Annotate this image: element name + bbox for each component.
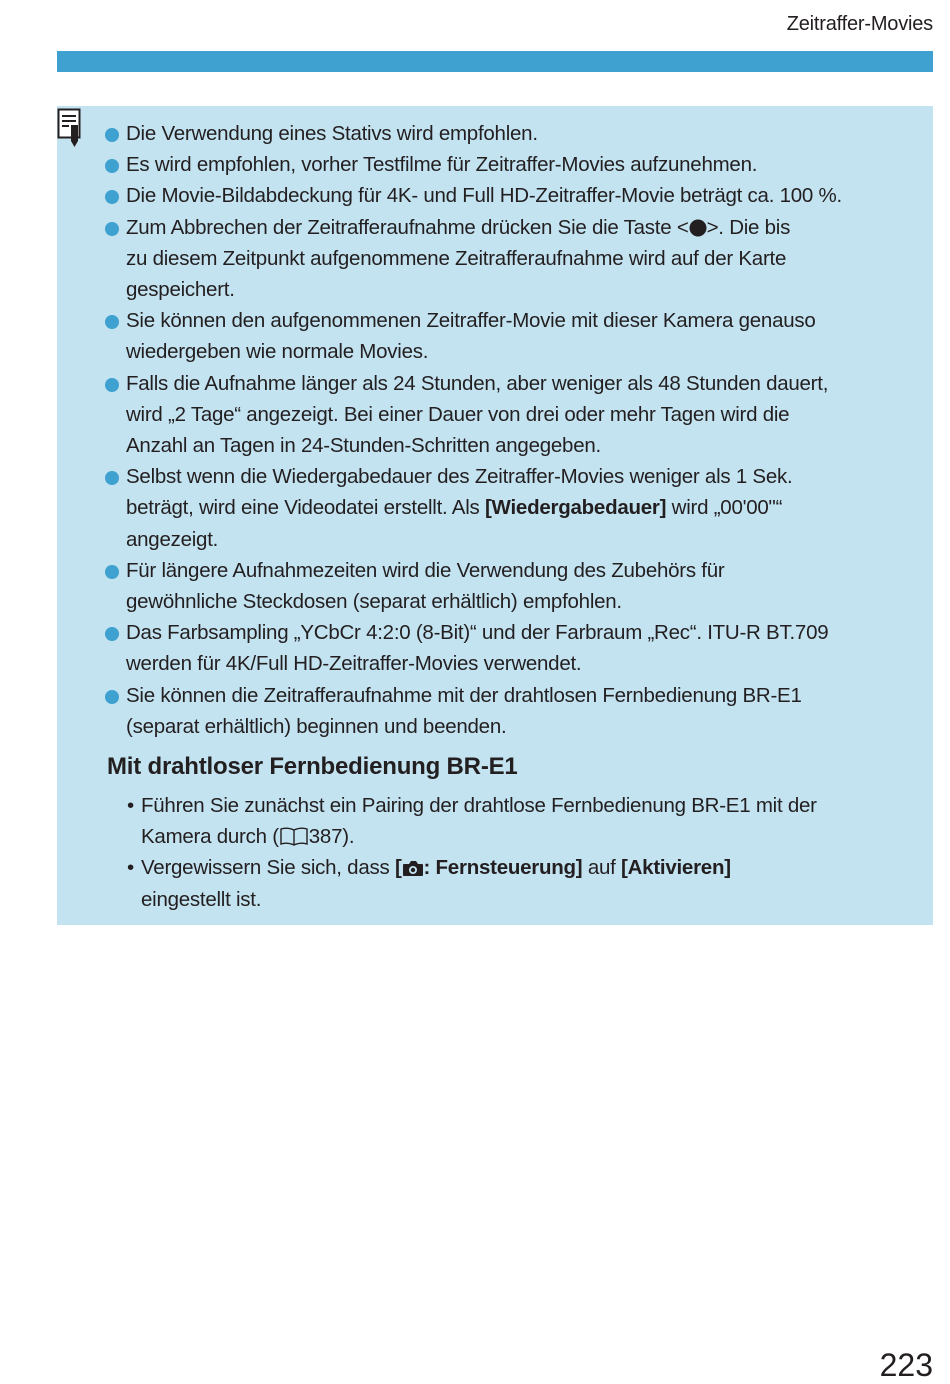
bullet-dot <box>105 627 119 641</box>
header-accent-bar <box>57 51 933 72</box>
remote-section-list <box>127 790 817 915</box>
note-line-part: wird „00'00"“ <box>666 496 783 520</box>
remote-line-part: auf <box>582 856 622 880</box>
bullet-dot <box>105 222 119 236</box>
note-item <box>105 305 925 367</box>
note-line: gewöhnliche Steckdosen (separat erhältlich) empfohlen. <box>126 590 622 614</box>
note-line: Sie können den aufgenommenen Zeitraffer-Movie mit dieser Kamera genauso <box>126 309 816 333</box>
note-line: gespeichert. <box>126 278 235 302</box>
bullet-dot <box>105 565 119 579</box>
remote-line-part: Kamera durch ( <box>141 825 279 849</box>
note-line: wird „2 Tage“ angezeigt. Bei einer Dauer von drei oder mehr Tagen wird die <box>126 402 790 426</box>
note-line: zu diesem Zeitpunkt aufgenommene Zeitrafferaufnahme wird auf der Karte <box>126 246 787 270</box>
note-item <box>105 368 925 462</box>
note-item <box>105 212 925 306</box>
note-line: wiedergeben wie normale Movies. <box>126 340 429 364</box>
book-page-ref-icon <box>279 826 309 846</box>
note-line: (separat erhältlich) beginnen und beenden. <box>126 714 507 738</box>
note-item <box>105 118 925 149</box>
remote-line-part: Vergewissern Sie sich, dass <box>141 856 395 880</box>
note-line-part: beträgt, wird eine Videodatei erstellt. Als <box>126 496 485 520</box>
bullet-dot <box>105 128 119 142</box>
note-item <box>105 180 925 211</box>
menu-value-enable: [Aktivieren] <box>621 856 731 880</box>
note-line: Die Movie-Bildabdeckung für 4K- und Full HD-Zeitraffer-Movie beträgt ca. 100 %. <box>126 184 842 208</box>
remote-line-part: ). <box>342 825 355 849</box>
note-line-part: Zum Abbrechen der Zeitrafferaufnahme drücken Sie die Taste < <box>126 215 689 239</box>
note-line: Für längere Aufnahmezeiten wird die Verwendung des Zubehörs für <box>126 558 725 582</box>
note-line: Falls die Aufnahme länger als 24 Stunden, aber weniger als 48 Stunden dauert, <box>126 371 829 395</box>
note-line: Anzahl an Tagen in 24-Stunden-Schritten angegeben. <box>126 434 601 458</box>
menu-bracket-open: [ <box>394 856 402 880</box>
bullet-dot <box>105 471 119 485</box>
note-item <box>105 617 925 679</box>
note-line: Die Verwendung eines Stativs wird empfohlen. <box>126 122 538 145</box>
note-line-part: >. Die bis <box>706 215 791 239</box>
remote-line: Führen Sie zunächst ein Pairing der drahtlose Fernbedienung BR-E1 mit der <box>141 794 817 817</box>
record-button-icon <box>689 219 707 237</box>
bullet-dot <box>105 159 119 173</box>
bullet-dot <box>105 315 119 329</box>
note-item <box>105 149 925 180</box>
remote-section-heading: Mit drahtloser Fernbedienung BR-E1 <box>107 753 518 780</box>
menu-label-remote-control: : Fernsteuerung] <box>423 856 583 880</box>
note-bullet-list <box>105 118 925 742</box>
bullet-dot <box>105 690 119 704</box>
note-line: Sie können die Zeitrafferaufnahme mit der drahtlosen Fernbedienung BR-E1 <box>126 683 802 707</box>
remote-item <box>127 852 817 914</box>
note-item <box>105 555 925 617</box>
note-item <box>105 461 925 555</box>
small-bullet: • <box>127 856 134 880</box>
note-item <box>105 680 925 742</box>
page-reference[interactable]: 387 <box>308 825 343 849</box>
note-line: Selbst wenn die Wiedergabedauer des Zeitraffer-Movies weniger als 1 Sek. <box>126 465 793 489</box>
page-header-title: Zeitraffer-Movies <box>786 13 933 35</box>
note-line: angezeigt. <box>126 527 219 551</box>
note-line: Das Farbsampling „YCbCr 4:2:0 (8-Bit)“ und der Farbraum „Rec“. ITU-R BT.709 <box>126 621 829 645</box>
note-box <box>57 106 933 925</box>
bullet-dot <box>105 378 119 392</box>
bullet-dot <box>105 190 119 204</box>
note-pencil-icon <box>57 108 85 148</box>
playback-duration-label: [Wiedergabedauer] <box>484 496 667 520</box>
remote-item <box>127 790 817 852</box>
page-number: 223 <box>879 1347 933 1383</box>
note-line: Es wird empfohlen, vorher Testfilme für Zeitraffer-Movies aufzunehmen. <box>126 153 758 177</box>
remote-line: eingestellt ist. <box>141 887 262 911</box>
note-line: werden für 4K/Full HD-Zeitraffer-Movies verwendet. <box>126 652 582 676</box>
camera-icon <box>402 859 424 877</box>
small-bullet: • <box>127 794 134 817</box>
